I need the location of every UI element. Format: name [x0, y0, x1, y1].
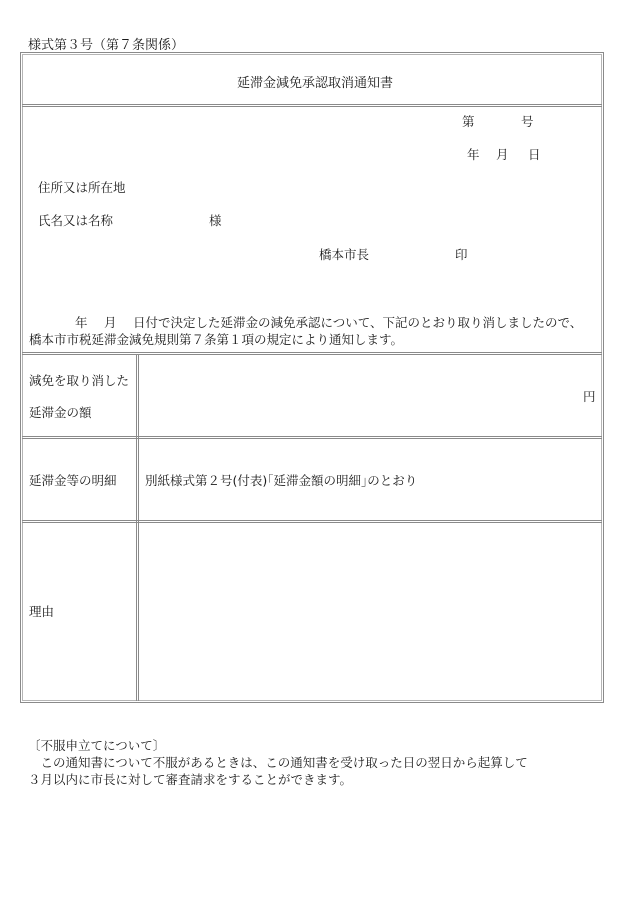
appeal-line-2: ３月以内に市長に対して審査請求をすることができます。	[28, 772, 353, 787]
number-dai: 第	[462, 114, 475, 129]
row-reason-label: 理由	[29, 604, 55, 619]
address-label: 住所又は所在地	[38, 180, 126, 195]
row-amount-label-2: 延滞金の額	[29, 405, 92, 420]
divider-title	[22, 104, 602, 107]
issuer-seal: 印	[455, 247, 468, 262]
date-day: 日	[528, 147, 541, 162]
date-month: 月	[496, 147, 509, 162]
number-go: 号	[521, 114, 534, 129]
divider-row-2	[22, 520, 602, 523]
honorific: 様	[209, 213, 222, 228]
body-line-2: 橋本市市税延滞金減免規則第７条第１項の規定により通知します。	[29, 332, 404, 347]
issuer-title: 橋本市長	[319, 247, 370, 262]
row-details-label: 延滞金等の明細	[29, 473, 117, 488]
body-line-1: 年 月 日付で決定した延滞金の減免承認について、下記のとおり取り消しましたので、	[75, 315, 583, 330]
row-details-value: 別紙様式第２号(付表)｢延滞金額の明細｣のとおり	[145, 473, 418, 488]
row-amount-value: 円	[583, 389, 596, 404]
name-label: 氏名又は名称	[38, 213, 114, 228]
appeal-line-1: この通知書について不服があるときは、この通知書を受け取った日の翌日から起算して	[28, 755, 528, 770]
form-code: 様式第３号（第７条関係）	[28, 38, 185, 53]
row-amount-label-1: 減免を取り消した	[29, 373, 130, 388]
document-title: 延滞金減免承認取消通知書	[236, 76, 393, 91]
date-year: 年	[467, 147, 480, 162]
appeal-heading: 〔不服申立てについて〕	[28, 738, 166, 753]
divider-header	[22, 352, 602, 355]
divider-row-1	[22, 436, 602, 439]
column-divider	[136, 354, 139, 701]
